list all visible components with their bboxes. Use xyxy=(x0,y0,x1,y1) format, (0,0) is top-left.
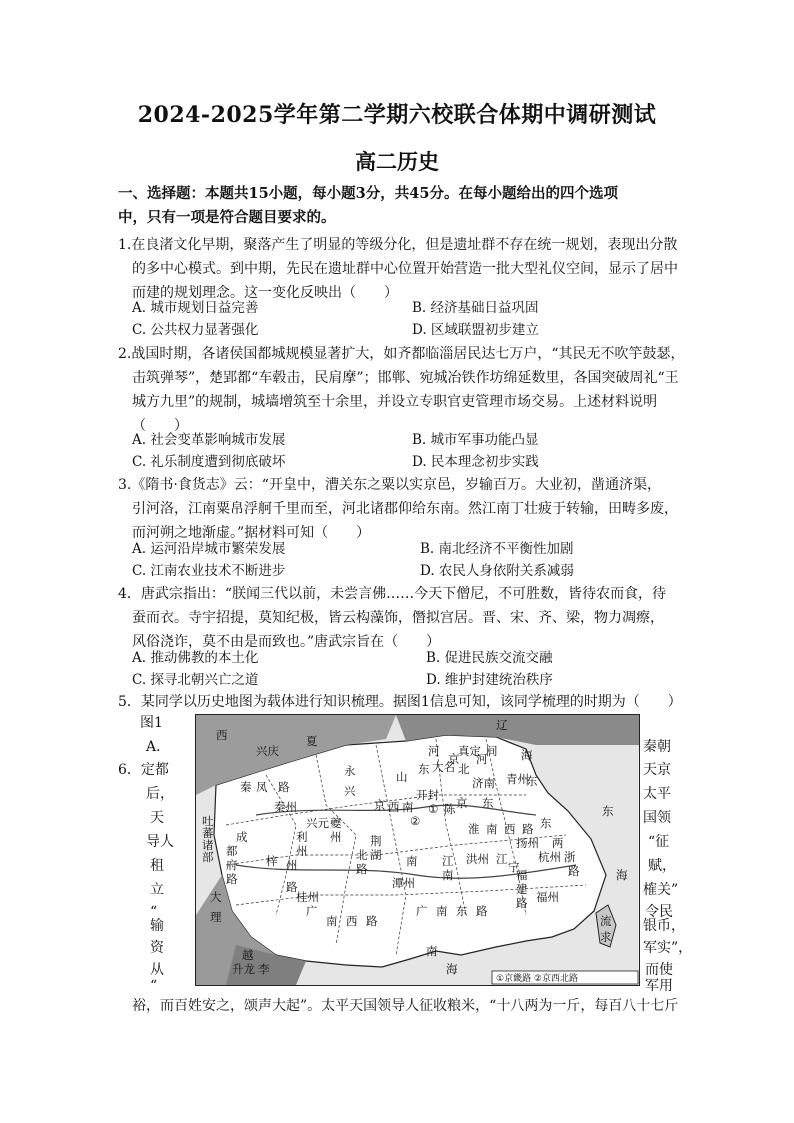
question-2-line-2: 击筑弹琴”，楚郢都“车毂击，民肩摩”；邯郸、宛城冶铁作坊绵延数里，各国突破周礼“王 xyxy=(132,370,679,386)
label-zhou-3: 州 xyxy=(330,830,342,844)
q6-left-3: 导人 xyxy=(146,834,174,850)
question-3 xyxy=(118,473,690,545)
q4-option-d[interactable]: D. 维护封建统治秩序 xyxy=(426,672,553,688)
legend-text: ①京畿路 ②京西北路 xyxy=(496,974,578,984)
question-2-line-1: 2.战国时期，各诸侯国都城规模显著扩大，如齐都临淄居民达七万户，“其民无不吹竽鼓瑟， xyxy=(118,346,685,362)
label-tu: 吐 xyxy=(202,814,214,828)
label-hai-3: 海 xyxy=(446,962,458,976)
question-6-last-line xyxy=(118,994,690,1018)
q4-option-b[interactable]: B. 促进民族交流交融 xyxy=(426,650,553,666)
label-xing: 兴 xyxy=(344,784,356,798)
label-huai: 淮 xyxy=(468,822,480,836)
q6-left-4: 租 xyxy=(150,858,164,874)
q6-left-5: 立 xyxy=(150,882,164,898)
label-nan-2: 南 xyxy=(486,822,498,836)
label-lu-1: 路 xyxy=(278,780,290,794)
label-xi: 西 xyxy=(216,728,228,742)
label-zhu: 诸 xyxy=(202,838,214,852)
q6-right-1: 太平 xyxy=(643,786,671,802)
label-lu-9: 路 xyxy=(568,864,580,878)
label-jing-2: 京 xyxy=(374,798,386,812)
label-lu-6: 路 xyxy=(366,914,378,928)
question-3-line-3: 而河朔之地渐虚。”据材料可知（ ） xyxy=(132,525,371,541)
label-liu: 流 xyxy=(600,914,612,928)
section-line-2: 中，只有一项是符合题目要求的。 xyxy=(118,209,336,226)
question-2-line-3: 城方九里”的规制，城墙增筑至十余里，并设立专职官吏管理市场交易。上述材料说明 xyxy=(132,394,658,410)
label-nan-1: 南 xyxy=(402,800,414,814)
label-li-3: 李 xyxy=(258,962,270,976)
label-qingzhou: 青州 xyxy=(506,772,529,786)
label-he-1: 河 xyxy=(428,744,440,758)
q6-left-7: 输 xyxy=(150,918,164,934)
label-qin: 秦 xyxy=(240,780,252,794)
label-hai-2: 海 xyxy=(616,868,628,882)
exam-title: 2024-2025学年第二学期六校联合体期中调研测试 xyxy=(137,102,657,128)
label-lu-4: 路 xyxy=(522,822,534,836)
q6-right-3: “征 xyxy=(648,834,670,850)
label-he-2: 河 xyxy=(476,752,488,766)
q6-left-2: 天 xyxy=(150,810,164,826)
label-xi-3: 西 xyxy=(504,822,516,836)
label-da: 大 xyxy=(210,890,222,904)
label-qiu: 求 xyxy=(600,930,612,944)
label-jiang-1: 江 xyxy=(442,854,454,868)
question-2-line-4: （ ） xyxy=(132,418,188,434)
label-nan-5: 南 xyxy=(326,914,338,928)
q6-last-line-text: 裕，而百姓安之，颂声大起”。太平天国领导人征收粮米，“十八两为一斤，每百八十七斤 xyxy=(132,998,679,1014)
label-bei-1: 北 xyxy=(458,762,470,776)
question-3-line-1: 3.《隋书·食货志》云：“开皇中，漕关东之粟以实京邑，岁输百万。大业初，凿通济渠， xyxy=(118,477,661,493)
label-bo: 蕃 xyxy=(202,826,214,840)
song-dynasty-map xyxy=(195,714,640,986)
question-4-line-3: 风俗浇诈，莫不由是而致也。”唐武宗旨在（ ） xyxy=(132,634,441,650)
label-chen: 陈 xyxy=(444,802,456,816)
label-xingyuan: 兴元 xyxy=(306,816,329,830)
label-lu-2: 路 xyxy=(226,872,238,886)
label-xi-4: 西 xyxy=(346,914,358,928)
question-4-line-1: 4．唐武宗指出：“朕闻三代以前，未尝言佛……今天下僧尼，不可胜数，皆待农而食，待 xyxy=(118,586,667,602)
q3-option-a[interactable]: A. 运河沿岸城市繁荣发展 xyxy=(132,541,286,557)
q3-option-d[interactable]: D. 农民人身依附关系减弱 xyxy=(420,563,574,579)
q4-option-c[interactable]: C. 探寻北朝兴亡之道 xyxy=(132,672,259,688)
label-nan-4: 南 xyxy=(406,854,418,868)
label-lu-7: 路 xyxy=(476,904,488,918)
label-hu: 湖 xyxy=(370,848,382,862)
label-lu-3: 路 xyxy=(286,880,298,894)
label-circle-2: ② xyxy=(410,814,421,828)
label-circle-1: ① xyxy=(428,802,439,816)
label-guizhou: 桂州 xyxy=(296,890,319,904)
question-1-line-2: 的多中心模式。到中期，先民在遗址群中心位置开始营造一批大型礼仪空间，显示了居中 xyxy=(132,261,678,277)
label-du: 都 xyxy=(226,844,238,858)
label-xia: 夏 xyxy=(306,734,318,748)
label-li: 利 xyxy=(296,830,308,844)
q2-option-c[interactable]: C. 礼乐制度遭到彻底破坏 xyxy=(132,454,286,470)
label-xingqing: 兴庆 xyxy=(256,744,279,758)
label-nan-6: 南 xyxy=(436,904,448,918)
question-4-line-2: 蚕而衣。寺宇招提，莫知纪极，皆云构藻饰，僭拟宫居。晋、宋、齐、梁，物力凋瘵， xyxy=(132,610,664,626)
label-shan: 山 xyxy=(396,770,408,784)
label-dong-3: 东 xyxy=(482,796,494,810)
label-fu: 府 xyxy=(226,858,238,872)
label-bu: 部 xyxy=(202,850,214,864)
label-hai-1: 海 xyxy=(521,748,533,762)
label-jian: 间 xyxy=(486,744,498,758)
label-yong: 永 xyxy=(344,764,356,778)
label-tanzhou: 潭州 xyxy=(392,876,415,890)
question-1 xyxy=(118,233,690,305)
q6-right-5: 榷关” xyxy=(643,882,679,898)
q5-option-a-right: 秦朝 xyxy=(643,739,671,755)
label-dong-5: 东 xyxy=(456,904,468,918)
question-2 xyxy=(118,342,690,438)
label-jiang-2: 江 xyxy=(496,852,508,866)
label-guang-1: 广 xyxy=(306,904,318,918)
q1-option-a[interactable]: A. 城市规划日益完善 xyxy=(132,300,259,316)
q6-right-7: 银币， xyxy=(643,918,685,934)
q1-option-b[interactable]: B. 经济基础日益巩固 xyxy=(412,300,539,316)
q6-right-0: 天京 xyxy=(643,762,671,778)
q1-option-d[interactable]: D. 区域联盟初步建立 xyxy=(412,322,539,338)
q6-left-8: 资 xyxy=(150,940,164,956)
label-dong-2: 东 xyxy=(526,774,538,788)
label-yue: 越 xyxy=(242,948,254,962)
label-jinan: 济南 xyxy=(472,776,495,790)
label-dong-1: 东 xyxy=(418,762,430,776)
label-liao: 辽 xyxy=(496,718,508,732)
label-zhe: 浙 xyxy=(564,850,576,864)
label-shenglong: 升龙 xyxy=(232,962,255,976)
label-liang: 两 xyxy=(552,836,564,850)
q3-option-c[interactable]: C. 江南农业技术不断进步 xyxy=(132,563,286,579)
q3-option-b[interactable]: B. 南北经济不平衡性加剧 xyxy=(420,541,574,557)
label-jing-1: 京 xyxy=(448,752,460,766)
label-jing-3: 京 xyxy=(456,796,468,810)
label-zhou-2: 州 xyxy=(286,858,298,872)
q2-option-a[interactable]: A. 社会变革影响城市发展 xyxy=(132,432,286,448)
q6-right-2: 国领 xyxy=(643,810,671,826)
label-nan-3: 南 xyxy=(442,868,454,882)
label-dong-4: 东 xyxy=(540,816,552,830)
q2-option-d[interactable]: D. 民本理念初步实践 xyxy=(412,454,539,470)
q6-left-1: 后， xyxy=(146,786,174,802)
label-ning: 宁 xyxy=(508,860,520,874)
label-hongzhou: 洪州 xyxy=(466,852,489,866)
section-header xyxy=(118,182,688,230)
map-svg xyxy=(196,715,639,985)
label-nan-7: 南 xyxy=(426,944,438,958)
label-zhou-1: 州 xyxy=(296,844,308,858)
q6-left-9: 从 xyxy=(150,962,164,978)
q6-right-10: 军用 xyxy=(645,978,673,994)
label-cheng: 成 xyxy=(236,830,248,844)
label-jian-2: 建 xyxy=(516,882,528,896)
q6-left-0: 6．定都 xyxy=(118,762,169,778)
label-zhending: 真定 xyxy=(458,744,481,758)
question-5-line-1: 5．某同学以历史地图为载体进行知识梳理。据图1信息可知，该同学梳理的时期为（ ） xyxy=(118,694,682,710)
q6-right-9: 而使 xyxy=(645,962,673,978)
label-qinzhou: 秦州 xyxy=(274,800,297,814)
q6-left-6: “ xyxy=(150,904,158,920)
q6-left-10: “ xyxy=(150,978,158,994)
label-feng: 凤 xyxy=(256,780,268,794)
label-fuzhou: 福州 xyxy=(536,890,559,904)
q6-right-6: 令民 xyxy=(645,904,673,920)
question-5 xyxy=(118,690,690,714)
q6-right-8: 军实”， xyxy=(643,940,693,956)
q2-option-b[interactable]: B. 城市军事功能凸显 xyxy=(412,432,539,448)
label-kui: 夔 xyxy=(330,816,342,830)
q4-option-a[interactable]: A. 推动佛教的本土化 xyxy=(132,650,259,666)
question-1-line-1: 1.在良渚文化早期，聚落产生了明显的等级分化，但是遗址群不存在统一规划，表现出分散 xyxy=(118,237,678,253)
label-jing-4: 荆 xyxy=(370,834,382,848)
label-fu-2: 福 xyxy=(516,868,528,882)
figure-label: 图1 xyxy=(140,715,163,731)
label-yangzhou: 扬州 xyxy=(516,836,539,850)
label-kaifeng: 开封 xyxy=(416,788,439,802)
label-dong-6: 东 xyxy=(602,804,614,818)
question-1-line-3: 而建的规划理念。这一变化反映出（ ） xyxy=(132,285,398,301)
q6-right-4: 赋， xyxy=(648,858,676,874)
label-lu-8: 路 xyxy=(516,896,528,910)
exam-subtitle: 高二历史 xyxy=(355,149,439,174)
label-daming: 大名 xyxy=(432,760,455,774)
label-hangzhou: 杭州 xyxy=(538,850,561,864)
question-3-line-2: 引河洛，江南粟帛浮舸千里而至，河北诸郡仰给东南。然江南丁壮疲于转输，田畴多废， xyxy=(132,501,678,517)
q1-option-c[interactable]: C. 公共权力显著强化 xyxy=(132,322,259,338)
label-xi-2: 西 xyxy=(388,800,400,814)
label-zi: 梓 xyxy=(266,854,278,868)
label-lu-5: 路 xyxy=(356,862,368,876)
q5-option-a[interactable]: A． xyxy=(146,739,171,755)
label-bei-2: 北 xyxy=(356,848,368,862)
section-line-1: 一、选择题：本题共15小题，每小题3分，共45分。在每小题给出的四个选项 xyxy=(118,185,618,202)
label-guang-2: 广 xyxy=(416,904,428,918)
label-li-2: 理 xyxy=(210,910,222,924)
question-4 xyxy=(118,582,690,654)
